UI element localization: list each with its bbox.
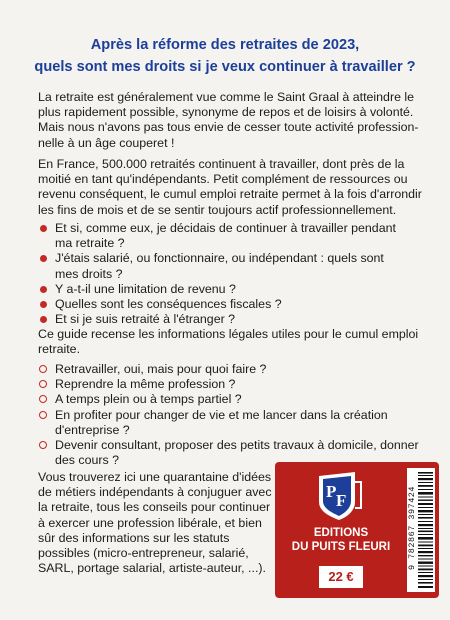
isbn-number: 9 782867 397424 — [407, 486, 417, 571]
text-line: sûr des informations sur les statuts — [38, 530, 230, 545]
list-item: En profiter pour changer de vie et me lancer dans la création d'entreprise ? — [38, 408, 418, 438]
logo-letter-f: F — [336, 491, 347, 510]
logo-letter-p: P — [326, 482, 337, 501]
text-line: SARL, portage salarial, artiste-auteur, ...). — [38, 561, 266, 576]
text-line: revenu conséquent, le cumul emploi retraite permet à la fois d'arrondir — [38, 187, 422, 202]
text-line: de métiers indépendants à conjuguer avec — [38, 485, 272, 500]
text-line: La retraite est généralement vue comme le Saint Graal à atteindre le — [38, 90, 415, 104]
intro-paragraph — [38, 90, 419, 151]
closing-paragraph — [38, 470, 270, 576]
list-item: J'étais salarié, ou fonctionnaire, ou indépendant : quels sont mes droits ? — [38, 251, 418, 281]
text-line: retraite. — [38, 342, 81, 357]
questions-list — [38, 221, 418, 327]
list-item: Et si je suis retraité à l'étranger ? — [38, 312, 418, 327]
list-item: Quelles sont les conséquences fiscales ? — [38, 297, 418, 312]
red-dot-bullet-icon — [40, 225, 47, 232]
text-line: à exercer une profession libérale, et bien — [38, 515, 262, 530]
red-dot-bullet-icon — [40, 301, 47, 308]
text-line: nelle à un âge couperet ! — [38, 135, 175, 150]
options-list — [38, 362, 418, 468]
publisher-panel — [275, 462, 439, 598]
text-line: possibles (micro-entrepreneur, salarié, — [38, 546, 249, 561]
barcode-bars-icon — [418, 472, 433, 588]
list-item: Reprendre la même profession ? — [38, 377, 418, 392]
context-paragraph — [38, 157, 422, 218]
page-title — [30, 34, 420, 78]
publisher-name-line-1: EDITIONS — [313, 527, 369, 539]
text-line: la retraite, tous les conseils pour continuer — [38, 500, 271, 515]
barcode — [407, 468, 435, 592]
text-line: En France, 500.000 retraités continuent à travailler, dont près de la — [38, 157, 405, 171]
list-item: A temps plein ou à temps partiel ? — [38, 392, 418, 407]
text-line: plus rapidement possible, synonyme de repos et de loisirs à volonté. — [38, 105, 414, 120]
list-item: Devenir consultant, proposer des petits travaux à domicile, donner des cours ? — [38, 438, 418, 468]
red-dot-bullet-icon — [40, 255, 47, 262]
price-tag: 22 € — [319, 566, 363, 588]
text-line: les fins de mois et de se sentir toujours actif professionnellement. — [38, 202, 397, 217]
text-line: Vous trouverez ici une quarantaine d'idées — [38, 470, 272, 484]
publisher-logo-icon — [315, 470, 365, 522]
guide-intro-paragraph — [38, 327, 419, 357]
red-ring-bullet-icon — [39, 365, 47, 373]
red-ring-bullet-icon — [39, 395, 47, 403]
red-dot-bullet-icon — [40, 286, 47, 293]
red-ring-bullet-icon — [39, 380, 47, 388]
list-item: Y a-t-il une limitation de revenu ? — [38, 282, 418, 297]
red-ring-bullet-icon — [39, 441, 47, 449]
red-dot-bullet-icon — [40, 316, 47, 323]
list-item: Retravailler, oui, mais pour quoi faire ? — [38, 362, 418, 377]
red-ring-bullet-icon — [39, 411, 47, 419]
publisher-name-line-2: DU PUITS FLEURI — [291, 541, 391, 553]
title-line-1: Après la réforme des retraites de 2023, — [90, 37, 360, 53]
text-line: moitié en tant qu'indépendants. Petit complément de ressources ou — [38, 172, 408, 187]
list-item: Et si, comme eux, je décidais de continuer à travailler pendant ma retraite ? — [38, 221, 418, 251]
title-line-2: quels sont mes droits si je veux continuer à travailler ? — [34, 59, 416, 75]
text-line: Mais nous n'avons pas tous envie de cesser toute activité profession- — [38, 120, 419, 135]
text-line: Ce guide recense les informations légales utiles pour le cumul emploi — [38, 327, 419, 341]
